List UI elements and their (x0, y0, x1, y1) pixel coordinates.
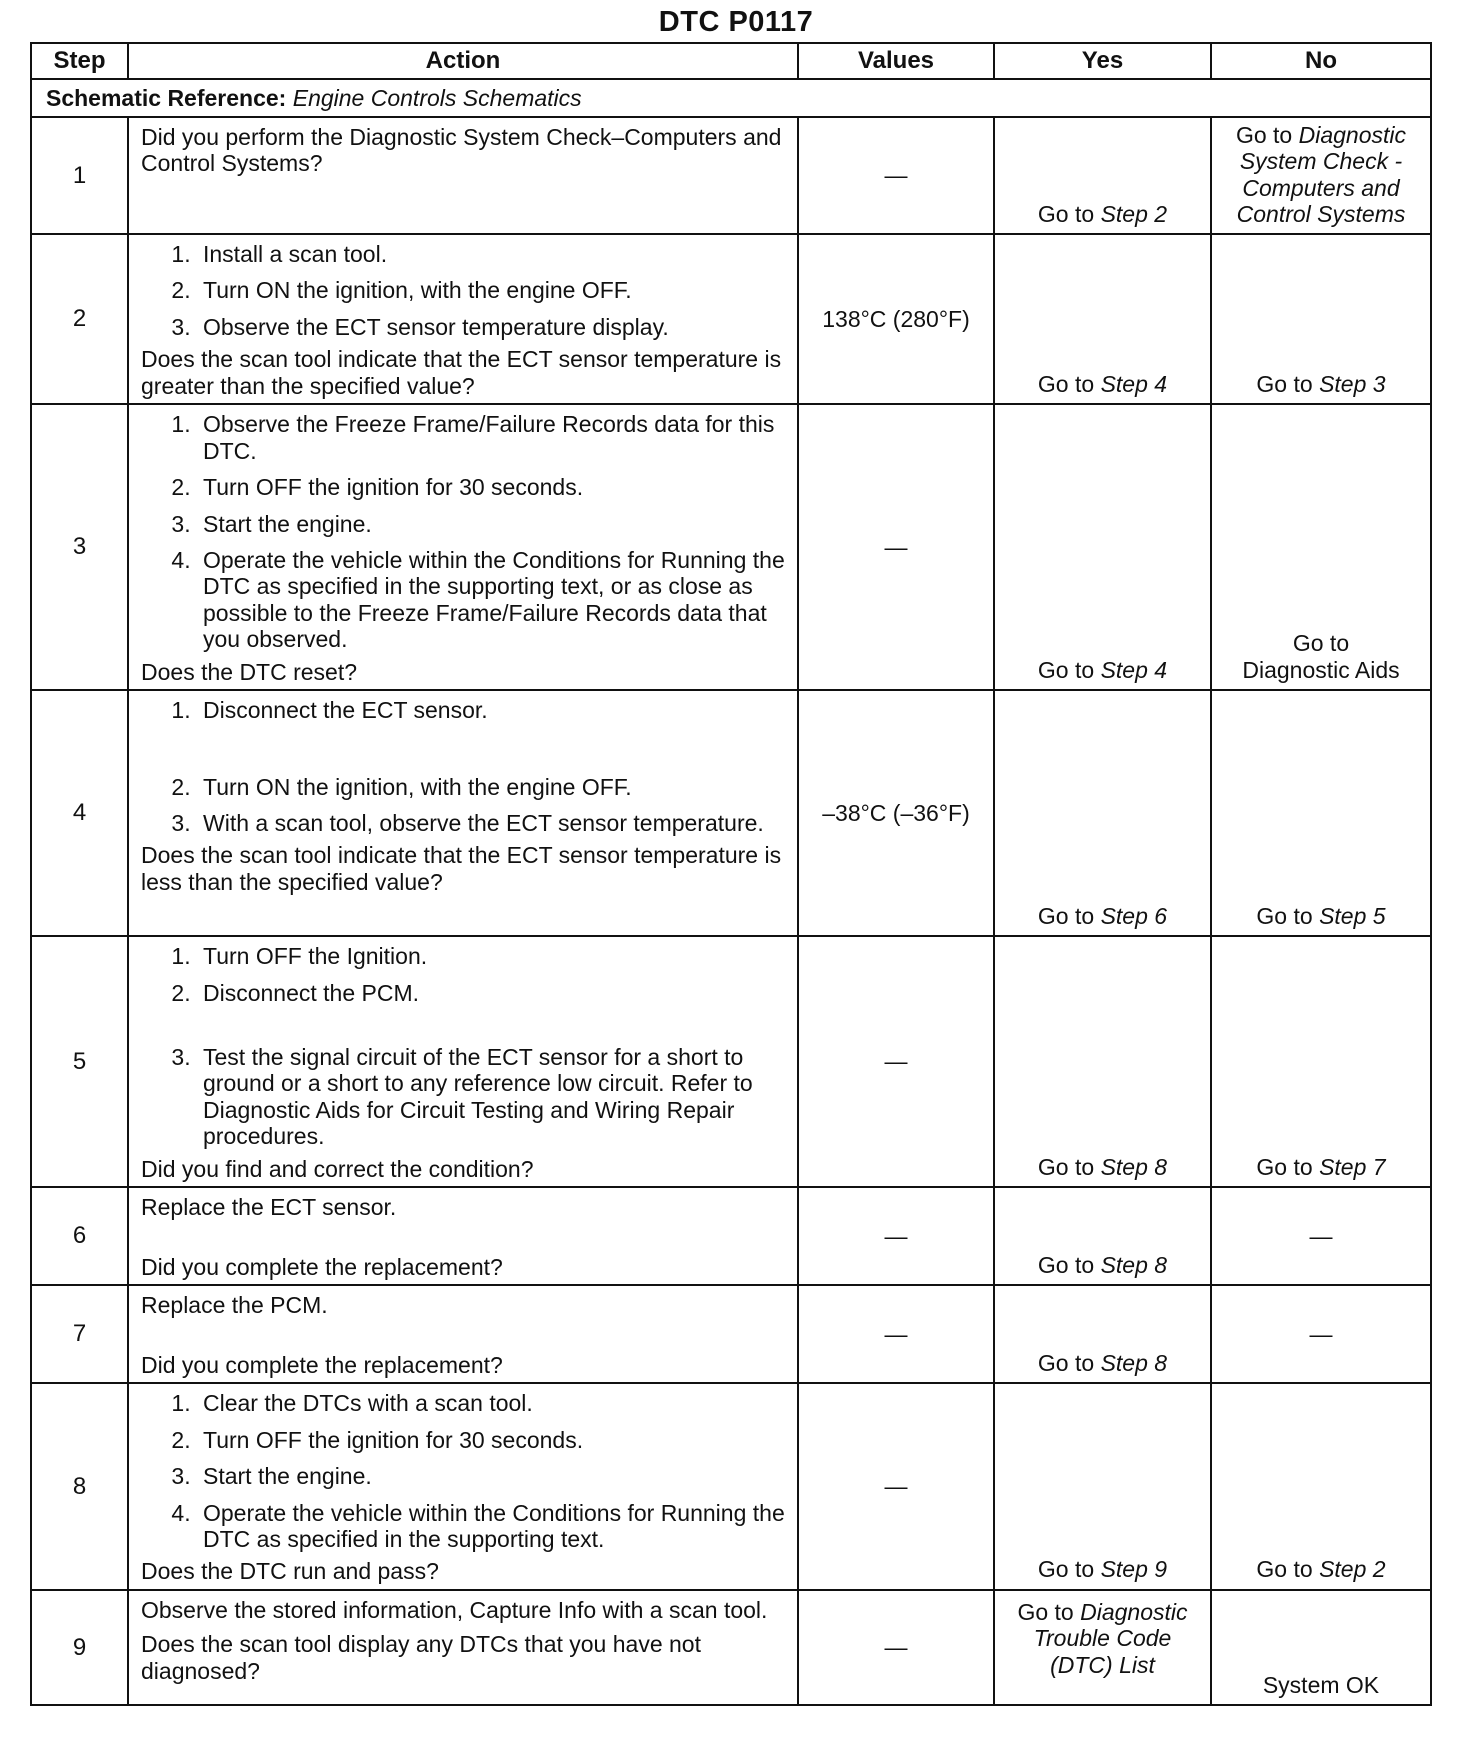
header-action: Action (128, 43, 798, 79)
step-number: 3 (31, 404, 128, 690)
step-number: 7 (31, 1285, 128, 1383)
no-cell (1211, 404, 1431, 690)
yes-cell (994, 936, 1211, 1187)
action-question: Does the DTC run and pass? (141, 1558, 439, 1585)
action-cell (128, 1590, 798, 1705)
action-item: 4. Operate the vehicle within the Conditions for Running the DTC as specified in the supporting text. (197, 1500, 789, 1553)
no-link[interactable]: Step 2 (1319, 1556, 1386, 1583)
goto-prefix: Go to (1037, 370, 1095, 397)
yes-link[interactable]: Step 8 (1100, 1349, 1168, 1376)
step-number: 9 (31, 1590, 128, 1705)
yes-cell (994, 1383, 1211, 1590)
action-cell (128, 1383, 798, 1590)
goto-prefix: Go to (1256, 902, 1313, 929)
goto-prefix: Go to (1037, 1349, 1095, 1376)
no-cell (1211, 1383, 1431, 1590)
step-number: 8 (31, 1383, 128, 1590)
action-steps (141, 697, 789, 836)
action-item: 1. Observe the Freeze Frame/Failure Records data for this DTC. (197, 411, 789, 464)
header-step: Step (31, 43, 128, 79)
step-number: 2 (31, 234, 128, 404)
step-number: 5 (31, 936, 128, 1187)
table-row (31, 1285, 1431, 1383)
action-item: 3. Start the engine. (197, 1463, 789, 1489)
action-question: Did you complete the replacement? (141, 1351, 503, 1378)
action-item: 3. Start the engine. (197, 511, 789, 537)
no-cell (1211, 234, 1431, 404)
table-row (31, 690, 1431, 936)
schematic-reference-link[interactable]: Engine Controls Schematics (292, 84, 582, 111)
action-cell (128, 234, 798, 404)
no-cell (1211, 936, 1431, 1187)
action-item: 1. Clear the DTCs with a scan tool. (197, 1390, 789, 1416)
action-steps (141, 943, 789, 1150)
yes-link[interactable]: Step 4 (1100, 656, 1168, 683)
goto-prefix: Go to (1037, 1153, 1095, 1180)
action-intro: Replace the ECT sensor. (141, 1194, 397, 1221)
step-number: 6 (31, 1187, 128, 1285)
diagnostic-table (30, 42, 1432, 1706)
action-item: 1. Turn OFF the Ignition. (197, 943, 789, 969)
yes-link[interactable]: Step 6 (1100, 902, 1168, 929)
action-item: 1. Install a scan tool. (197, 241, 789, 267)
action-question: Does the scan tool indicate that the ECT sensor temperature is greater than the specified value? (141, 346, 782, 399)
value-cell: — (798, 1383, 994, 1590)
action-item: 3. Test the signal circuit of the ECT sensor for a short to ground or a short to any reference low circuit. Refer to Diagnostic Aids for Circuit Testing and Wiring Repair procedures. (197, 1044, 789, 1150)
value-cell: — (798, 1285, 994, 1383)
header-values: Values (798, 43, 994, 79)
header-no: No (1211, 43, 1431, 79)
yes-link[interactable]: Step 4 (1100, 370, 1168, 397)
goto-prefix: Go to (1256, 1556, 1313, 1583)
goto-prefix: Go to (1037, 902, 1095, 929)
table-row (31, 404, 1431, 690)
goto-prefix: Go to (1017, 1598, 1074, 1625)
no-cell (1211, 690, 1431, 936)
action-question: Did you find and correct the condition? (141, 1155, 534, 1182)
action-question: Does the scan tool display any DTCs that you have not diagnosed? (141, 1631, 701, 1684)
no-link[interactable]: Step 5 (1319, 902, 1386, 929)
yes-cell (994, 234, 1211, 404)
value-cell: –38°C (–36°F) (798, 690, 994, 936)
value-cell: — (798, 1187, 994, 1285)
page-title: DTC P0117 (658, 6, 814, 38)
header-row (31, 43, 1431, 79)
action-intro: Observe the stored information, Capture Info with a scan tool. (141, 1596, 768, 1623)
action-question: Did you complete the replacement? (141, 1253, 503, 1280)
action-item: 2. Turn ON the ignition, with the engine OFF. (197, 277, 789, 303)
goto-prefix: Go to (1037, 656, 1095, 683)
no-cell (1211, 117, 1431, 234)
no-link[interactable]: Diagnostic System Check - Computers and Control Systems (1236, 122, 1407, 228)
yes-cell (994, 690, 1211, 936)
table-row (31, 1590, 1431, 1705)
no-link[interactable]: Go to Diagnostic Aids (1242, 630, 1400, 683)
action-cell (128, 690, 798, 936)
action-question: Does the DTC reset? (141, 658, 358, 685)
goto-prefix: Go to (1037, 1556, 1095, 1583)
action-intro: Replace the PCM. (141, 1292, 328, 1319)
goto-prefix: Go to (1037, 200, 1095, 227)
schematic-row (31, 79, 1431, 117)
action-steps (141, 411, 789, 653)
no-cell: — (1211, 1187, 1431, 1285)
action-item: 2. Turn ON the ignition, with the engine OFF. (197, 774, 789, 800)
action-question: Did you perform the Diagnostic System Check–Computers and Control Systems? (141, 124, 782, 177)
action-cell (128, 1187, 798, 1285)
yes-link[interactable]: Step 2 (1100, 200, 1168, 227)
yes-link[interactable]: Step 9 (1100, 1556, 1168, 1583)
goto-prefix: Go to (1256, 370, 1313, 397)
table-row (31, 234, 1431, 404)
goto-prefix: Go to (1037, 1251, 1095, 1278)
schematic-label: Schematic Reference: (46, 84, 287, 111)
yes-cell (994, 1590, 1211, 1705)
table-row (31, 936, 1431, 1187)
action-cell (128, 936, 798, 1187)
table-row (31, 1383, 1431, 1590)
action-cell (128, 404, 798, 690)
action-item: 3. With a scan tool, observe the ECT sensor temperature. (197, 810, 789, 836)
action-cell (128, 1285, 798, 1383)
action-item: 1. Disconnect the ECT sensor. (197, 697, 789, 723)
value-cell: — (798, 404, 994, 690)
yes-cell (994, 1187, 1211, 1285)
yes-cell (994, 117, 1211, 234)
no-link[interactable]: Step 7 (1319, 1153, 1386, 1180)
action-cell (128, 117, 798, 234)
goto-prefix: Go to (1235, 122, 1293, 148)
action-item: 2. Turn OFF the ignition for 30 seconds. (197, 1427, 789, 1453)
action-steps (141, 241, 789, 340)
yes-link[interactable]: Step 8 (1100, 1153, 1168, 1180)
header-yes: Yes (994, 43, 1211, 79)
yes-cell (994, 404, 1211, 690)
action-item: 2. Turn OFF the ignition for 30 seconds. (197, 474, 789, 500)
action-question: Does the scan tool indicate that the ECT sensor temperature is less than the specified value? (141, 842, 782, 895)
action-item: 2. Disconnect the PCM. (197, 980, 789, 1006)
table-row (31, 117, 1431, 234)
value-cell: 138°C (280°F) (798, 234, 994, 404)
value-cell: — (798, 1590, 994, 1705)
table-row (31, 1187, 1431, 1285)
yes-link[interactable]: Diagnostic Trouble Code (DTC) List (1033, 1598, 1188, 1678)
value-cell: — (798, 117, 994, 234)
no-cell: — (1211, 1285, 1431, 1383)
yes-link[interactable]: Step 8 (1100, 1251, 1168, 1278)
no-result: System OK (1262, 1671, 1380, 1698)
step-number: 1 (31, 117, 128, 234)
no-cell (1211, 1590, 1431, 1705)
action-item: 3. Observe the ECT sensor temperature display. (197, 314, 789, 340)
action-item: 4. Operate the vehicle within the Conditions for Running the DTC as specified in the supporting text, or as close as possible to the Freeze Frame/Failure Records data that you observed. (197, 547, 789, 653)
goto-prefix: Go to (1256, 1153, 1313, 1180)
value-cell: — (798, 936, 994, 1187)
no-link[interactable]: Step 3 (1319, 370, 1386, 397)
yes-cell (994, 1285, 1211, 1383)
step-number: 4 (31, 690, 128, 936)
action-steps (141, 1390, 789, 1552)
